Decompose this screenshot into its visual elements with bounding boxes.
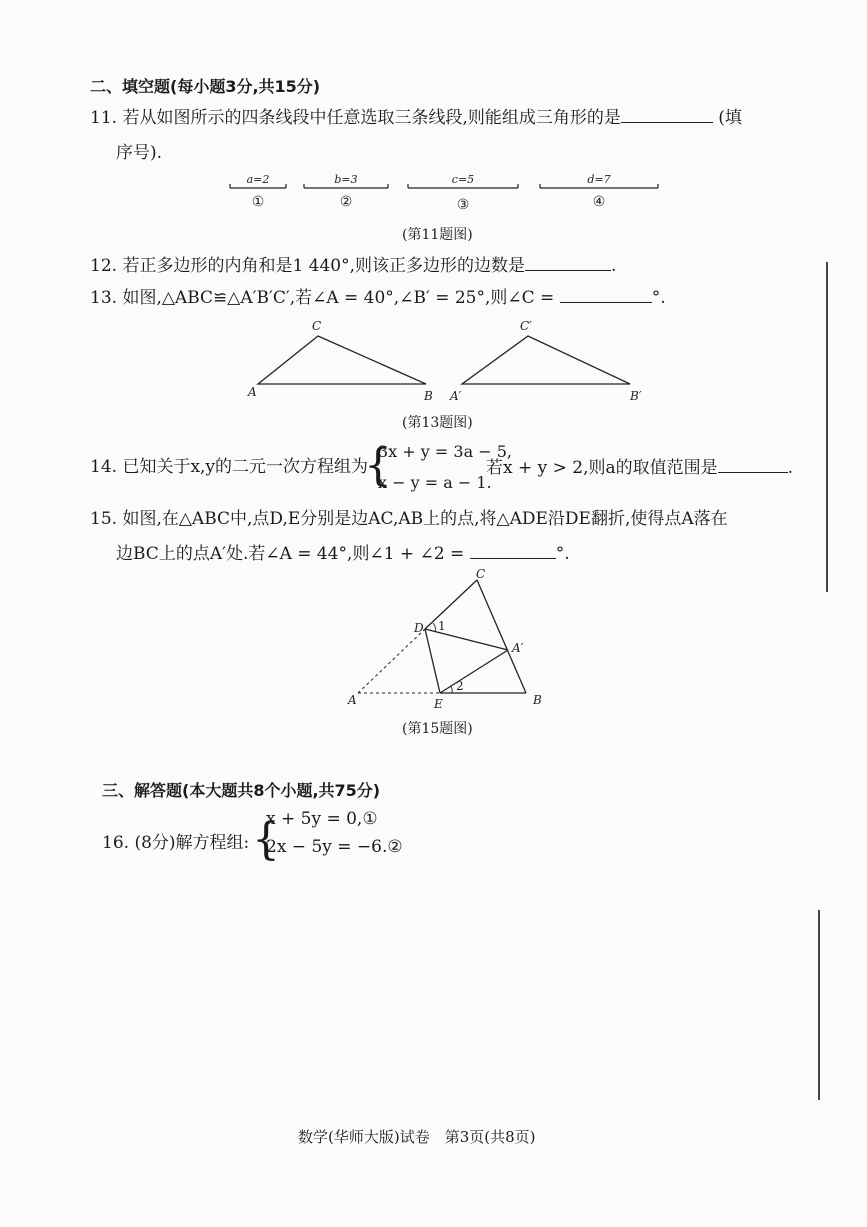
system-brace: {	[364, 440, 392, 491]
triangle-abc	[258, 336, 426, 384]
answer-blank[interactable]	[621, 106, 713, 123]
segment-d-label: d=7	[587, 173, 611, 186]
side-cd	[425, 580, 477, 629]
segment-c-label: c=5	[451, 173, 475, 186]
question-end: °.	[651, 288, 666, 308]
question-text: 如图,在△ABC中,点D,E分别是边AC,AB上的点,将△ADE沿DE翻折,使得点A落在	[122, 509, 728, 529]
question-number: 13.	[90, 288, 118, 308]
question-12	[90, 254, 616, 277]
label-c-prime: C′	[520, 319, 532, 333]
question-11-line2: 序号).	[116, 143, 163, 163]
question-end: .	[787, 458, 794, 478]
label-e: E	[434, 697, 443, 711]
answer-blank[interactable]	[718, 456, 788, 473]
system-brace: {	[252, 814, 280, 865]
fold-line-de	[425, 629, 440, 693]
answer-blank[interactable]	[560, 286, 652, 303]
segment-b-index: ②	[339, 194, 353, 210]
answer-blank[interactable]	[470, 542, 556, 559]
segment-c-index: ③	[456, 197, 470, 213]
label-c: C	[476, 567, 486, 581]
side-cb	[477, 580, 526, 693]
question-end: °.	[555, 544, 570, 564]
question-text: 若x + y > 2,则a的取值范围是	[486, 458, 718, 478]
segment-d-index: ④	[592, 194, 606, 210]
segment-a-index: ①	[251, 194, 265, 210]
question-number: 14.	[90, 457, 118, 477]
question-15-line2	[116, 542, 570, 565]
q16-equation-2: 2x − 5y = −6.②	[266, 837, 403, 857]
q11-segment-figure	[220, 168, 670, 216]
q13-caption: (第13题图)	[402, 415, 473, 431]
answer-blank[interactable]	[525, 254, 611, 271]
question-number: 15.	[90, 509, 118, 529]
section-3-title: 三、解答题(本大题共8个小题,共75分)	[102, 781, 381, 800]
margin-line	[818, 910, 820, 1100]
question-16	[102, 832, 249, 854]
label-b-prime: B′	[630, 389, 642, 403]
dashed-ad	[358, 629, 425, 693]
q16-equation-1: x + 5y = 0,①	[266, 809, 378, 829]
question-text: 若正多边形的内角和是1 440°,则该正多边形的边数是	[122, 256, 526, 276]
question-text: 边BC上的点A′处.若∠A = 44°,则∠1 + ∠2 =	[116, 544, 465, 564]
question-number: 11.	[90, 108, 118, 128]
label-d: D	[414, 621, 424, 635]
question-text: 若从如图所示的四条线段中任意选取三条线段,则能组成三角形的是	[122, 108, 621, 128]
question-15-line1	[90, 508, 728, 530]
q11-caption: (第11题图)	[402, 227, 473, 243]
question-text: (8分)解方程组:	[134, 833, 250, 853]
segment-a-label: a=2	[246, 173, 270, 186]
question-end: .	[611, 256, 617, 276]
label-angle-2: 2	[456, 679, 464, 693]
q14-equation-2: x − y = a − 1.	[378, 473, 492, 492]
q14-equation-1: 3x + y = 3a − 5,	[378, 442, 512, 461]
page-footer: 数学(华师大版)试卷 第3页(共8页)	[298, 1128, 536, 1146]
question-13	[90, 286, 666, 309]
question-14-post	[486, 456, 793, 479]
label-a: A	[248, 385, 257, 399]
question-text: 如图,△ABC≌△A′B′C′,若∠A = 40°,∠B′ = 25°,则∠C =	[122, 288, 555, 308]
label-b: B	[533, 693, 542, 707]
section-2-title: 二、填空题(每小题3分,共15分)	[90, 77, 321, 96]
triangle-a2b2c2	[462, 336, 630, 384]
segment-b-label: b=3	[334, 173, 358, 186]
question-number: 16.	[102, 833, 130, 853]
margin-line	[826, 262, 828, 592]
question-text: 已知关于x,y的二元一次方程组为	[122, 457, 369, 477]
label-a-prime: A′	[512, 641, 524, 655]
label-c: C	[312, 319, 322, 333]
label-b: B	[424, 389, 433, 403]
question-11-line1	[90, 106, 742, 129]
question-text-end: (填	[718, 108, 742, 128]
label-angle-1: 1	[438, 619, 446, 633]
q15-caption: (第15题图)	[402, 721, 473, 737]
label-a: A	[348, 693, 357, 707]
label-a-prime: A′	[450, 389, 462, 403]
question-14-pre	[90, 456, 368, 478]
q15-fold-figure	[340, 566, 560, 716]
q13-triangles-figure	[240, 316, 660, 406]
question-number: 12.	[90, 256, 118, 276]
